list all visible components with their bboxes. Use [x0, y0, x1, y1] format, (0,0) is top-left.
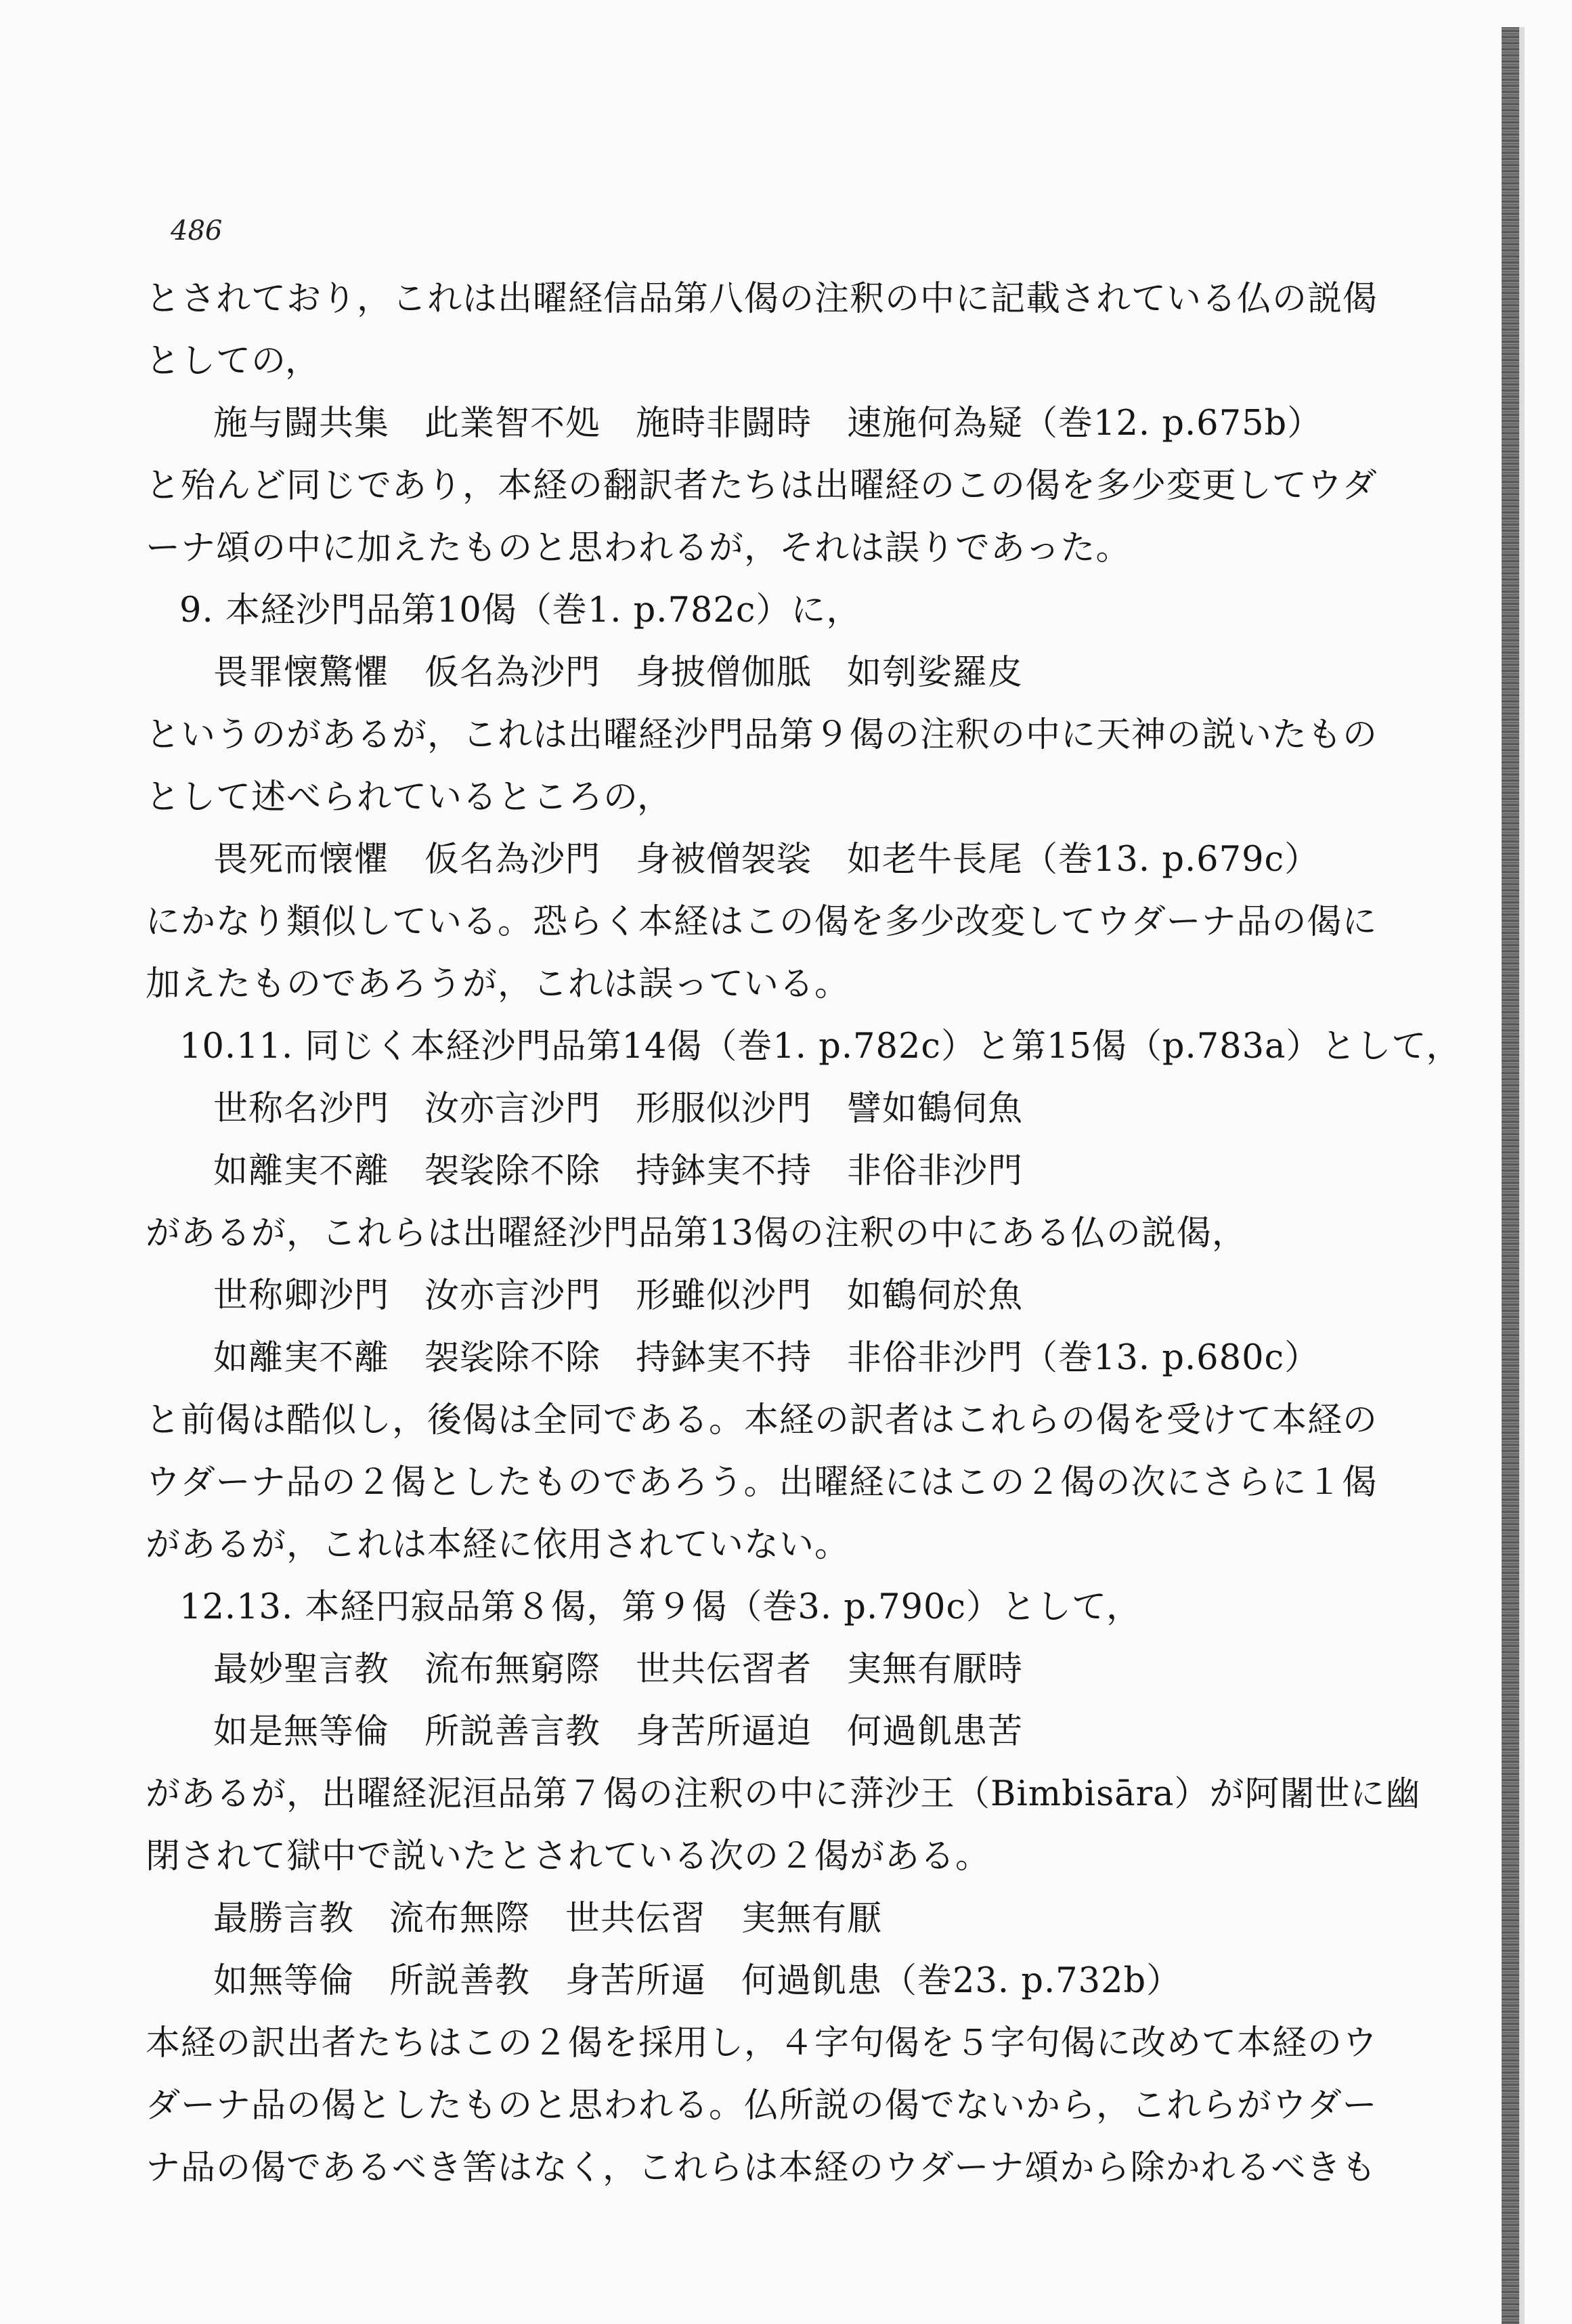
- text-line: 如無等倫 所説善教 身苦所逼 何過飢患（巻23. p.732b）: [213, 1961, 1182, 2001]
- text-line: 畏罪懐驚懼 仮名為沙門 身披僧伽胝 如刳娑羅皮: [213, 653, 1024, 693]
- page-number: 486: [171, 215, 223, 246]
- text-line: ーナ頌の中に加えたものと思われるが，それは誤りであった。: [146, 528, 1131, 568]
- text-line: 閉されて獄中で説いたとされている次の２偈がある。: [146, 1836, 991, 1876]
- text-line: と前偈は酷似し，後偈は全同である。本経の訳者はこれらの偈を受けて本経の: [146, 1400, 1378, 1440]
- text-line: 如是無等倫 所説善言教 身苦所逼迫 何過飢患苦: [213, 1712, 1024, 1752]
- text-line: として述べられているところの，: [146, 777, 672, 817]
- text-line: 最勝言教 流布無際 世共伝習 実無有厭: [213, 1899, 883, 1939]
- text-line: 世称名沙門 汝亦言沙門 形服似沙門 譬如鶴伺魚: [213, 1089, 1024, 1129]
- book-spine-shadow: [1502, 27, 1519, 2324]
- text-line: 世称卿沙門 汝亦言沙門 形雖似沙門 如鶴伺於魚: [213, 1276, 1024, 1316]
- text-line: というのがあるが，これは出曜経沙門品第９偈の注釈の中に天神の説いたもの: [146, 715, 1378, 755]
- text-line: ダーナ品の偈としたものと思われる。仏所説の偈でないから，これらがウダー: [146, 2086, 1378, 2126]
- text-line: があるが，出曜経泥洹品第７偈の注釈の中に蓱沙王（Bimbisāra）が阿闍世に幽: [146, 1774, 1421, 1814]
- text-line: 如離実不離 袈裟除不除 持鉢実不持 非俗非沙門: [213, 1151, 1024, 1191]
- text-line: があるが，これらは出曜経沙門品第13偈の注釈の中にある仏の説偈，: [146, 1213, 1247, 1253]
- text-line: 最妙聖言教 流布無窮際 世共伝習者 実無有厭時: [213, 1650, 1024, 1690]
- text-line: 12.13. 本経円寂品第８偈，第９偈（巻3. p.790c）として，: [179, 1587, 1142, 1627]
- text-line: としての，: [146, 341, 320, 381]
- body-text: [146, 268, 1466, 2199]
- text-line: があるが，これは本経に依用されていない。: [146, 1525, 850, 1565]
- book-spine-edge: [1519, 27, 1525, 2324]
- text-line: とされており，これは出曜経信品第八偈の注釈の中に記載されている仏の説偈: [146, 279, 1378, 319]
- text-line: 畏死而懐懼 仮名為沙門 身被僧袈裟 如老牛長尾（巻13. p.679c）: [213, 840, 1320, 880]
- text-line: 10.11. 同じく本経沙門品第14偈（巻1. p.782c）と第15偈（p.783a）として，: [179, 1027, 1462, 1067]
- text-line: ナ品の偈であるべき筈はなく，これらは本経のウダーナ頌から除かれるべきも: [146, 2148, 1377, 2188]
- text-line: 9. 本経沙門品第10偈（巻1. p.782c）に，: [179, 590, 862, 630]
- text-line: 本経の訳出者たちはこの２偈を採用し，４字句偈を５字句偈に改めて本経のウ: [146, 2023, 1378, 2063]
- text-line: 施与闘共集 此業智不処 施時非闘時 速施何為疑（巻12. p.675b）: [213, 404, 1323, 444]
- text-line: 如離実不離 袈裟除不除 持鉢実不持 非俗非沙門（巻13. p.680c）: [213, 1338, 1320, 1378]
- text-line: 加えたものであろうが，これは誤っている。: [146, 964, 850, 1004]
- text-line: ウダーナ品の２偈としたものであろう。出曜経にはこの２偈の次にさらに１偈: [146, 1463, 1378, 1503]
- text-line: と殆んど同じであり，本経の翻訳者たちは出曜経のこの偈を多少変更してウダ: [146, 466, 1378, 506]
- text-line: にかなり類似している。恐らく本経はこの偈を多少改変してウダーナ品の偈に: [146, 902, 1378, 942]
